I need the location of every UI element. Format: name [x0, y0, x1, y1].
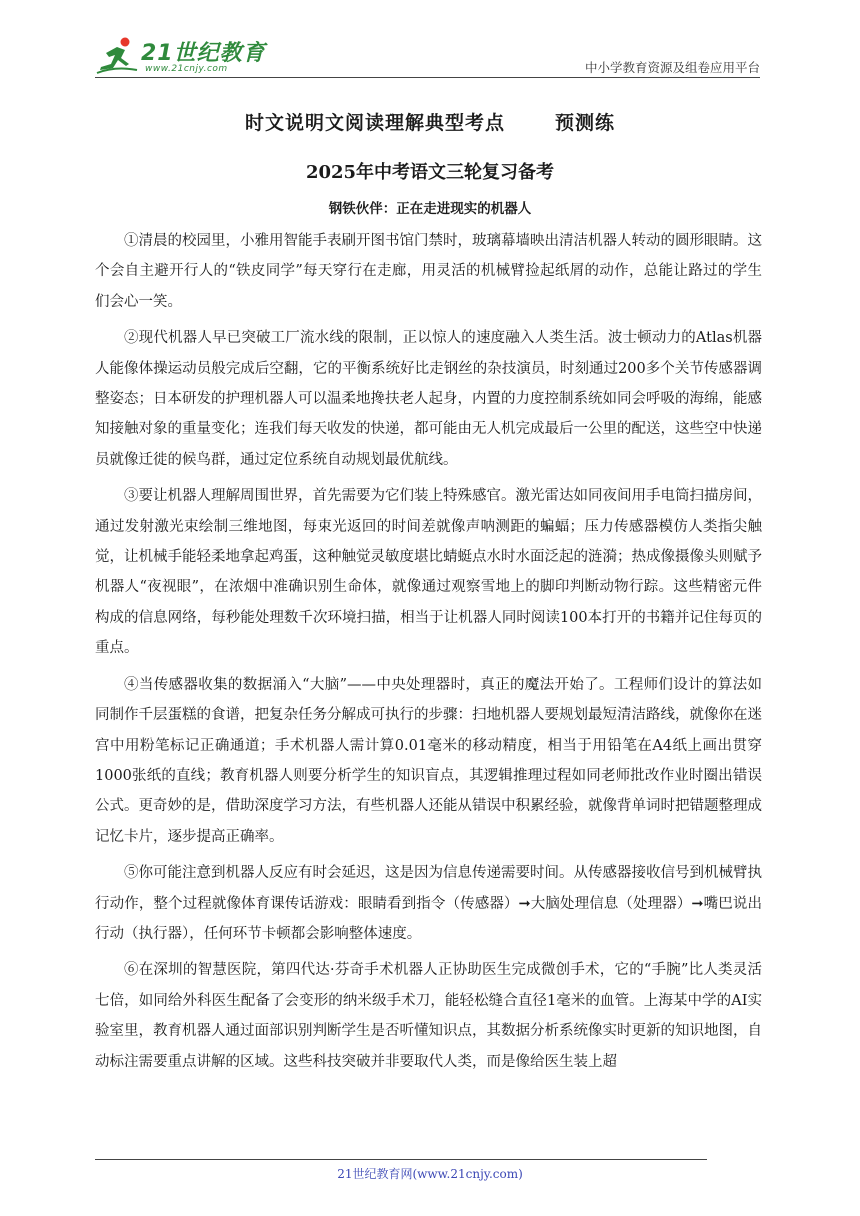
- article-body: [95, 226, 762, 1083]
- logo-url: www.21cnjy.com: [145, 64, 228, 74]
- paragraph-4: ④当传感器收集的数据涌入“大脑”——中央处理器时，真正的魔法开始了。工程师们设计的算法如同制作千层蛋糕的食谱，把复杂任务分解成可执行的步骤：扫地机器人要规划最短清洁路线，就像你在迷宫中用粉笔标记正确通道；手术机器人需计算0.01毫米的移动精度，相当于用铅笔在A4纸上画出贯穿1000张纸的直线；教育机器人则要分析学生的知识盲点，其逻辑推理过程如同老师批改作业时圈出错误公式。更奇妙的是，借助深度学习方法，有些机器人还能从错误中积累经验，就像背单词时把错题整理成记忆卡片，逐步提高正确率。: [95, 676, 762, 845]
- article-title: 钢铁伙伴：正在走进现实的机器人: [328, 201, 532, 217]
- title-main: 时文说明文阅读理解典型考点: [244, 112, 505, 134]
- runner-logo-icon: [95, 36, 139, 76]
- page-header: [95, 28, 760, 80]
- logo-text: 21世纪教育: [141, 41, 266, 66]
- footer-divider: [95, 1159, 707, 1160]
- site-logo[interactable]: [95, 36, 270, 80]
- paragraph-3: ③要让机器人理解周围世界，首先需要为它们装上特殊感官。激光雷达如同夜间用手电筒扫描房间，通过发射激光束绘制三维地图，每束光返回的时间差就像声呐测距的蝙蝠；压力传感器模仿人类指尖触觉，让机械手能轻柔地拿起鸡蛋，这种触觉灵敏度堪比蜻蜓点水时水面泛起的涟漪；热成像摄像头则赋予机器人“夜视眼”，在浓烟中准确识别生命体，就像通过观察雪地上的脚印判断动物行踪。这些精密元件构成的信息网络，每秒能处理数千次环境扫描，相当于让机器人同时阅读100本打开的书籍并记住每页的重点。: [95, 488, 762, 657]
- platform-name: 中小学教育资源及组卷应用平台: [584, 60, 760, 75]
- footer-link[interactable]: 21世纪教育网(www.21cnjy.com): [337, 1167, 523, 1181]
- paragraph-5: ⑤你可能注意到机器人反应有时会延迟，这是因为信息传递需要时间。从传感器接收信号到机械臂执行动作，整个过程就像体育课传话游戏：眼睛看到指令（传感器）➞大脑处理信息（处理器）➞嘴巴说出行动（执行器），任何环节卡顿都会影响整体速度。: [95, 865, 762, 942]
- paragraph-2: ②现代机器人早已突破工厂流水线的限制，正以惊人的速度融入人类生活。波士顿动力的Atlas机器人能像体操运动员般完成后空翻，它的平衡系统好比走钢丝的杂技演员，时刻通过200多个关节传感器调整姿态；日本研发的护理机器人可以温柔地搀扶老人起身，内置的力度控制系统如同会呼吸的海绵，能感知接触对象的重量变化；连我们每天收发的快递，都可能由无人机完成最后一公里的配送，这些空中快递员就像迁徙的候鸟群，通过定位系统自动规划最优航线。: [95, 330, 762, 468]
- title-tag: 预测练: [555, 112, 616, 134]
- document-subtitle: 2025年中考语文三轮复习备考: [305, 162, 555, 183]
- document-title: [0, 108, 860, 135]
- header-divider: [95, 77, 760, 78]
- paragraph-6: ⑥在深圳的智慧医院，第四代达·芬奇手术机器人正协助医生完成微创手术，它的“手腕”比人类灵活七倍，如同给外科医生配备了会变形的纳米级手术刀，能轻松缝合直径1毫米的血管。上海某中学的AI实验室里，教育机器人通过面部识别判断学生是否听懂知识点，其数据分析系统像实时更新的知识地图，自动标注需要重点讲解的区域。这些科技突破并非要取代人类，而是像给医生装上超: [95, 962, 762, 1070]
- paragraph-1: ①清晨的校园里，小雅用智能手表刷开图书馆门禁时，玻璃幕墙映出清洁机器人转动的圆形眼睛。这个会自主避开行人的“铁皮同学”每天穿行在走廊，用灵活的机械臂捡起纸屑的动作，总能让路过的学生们会心一笑。: [95, 233, 762, 310]
